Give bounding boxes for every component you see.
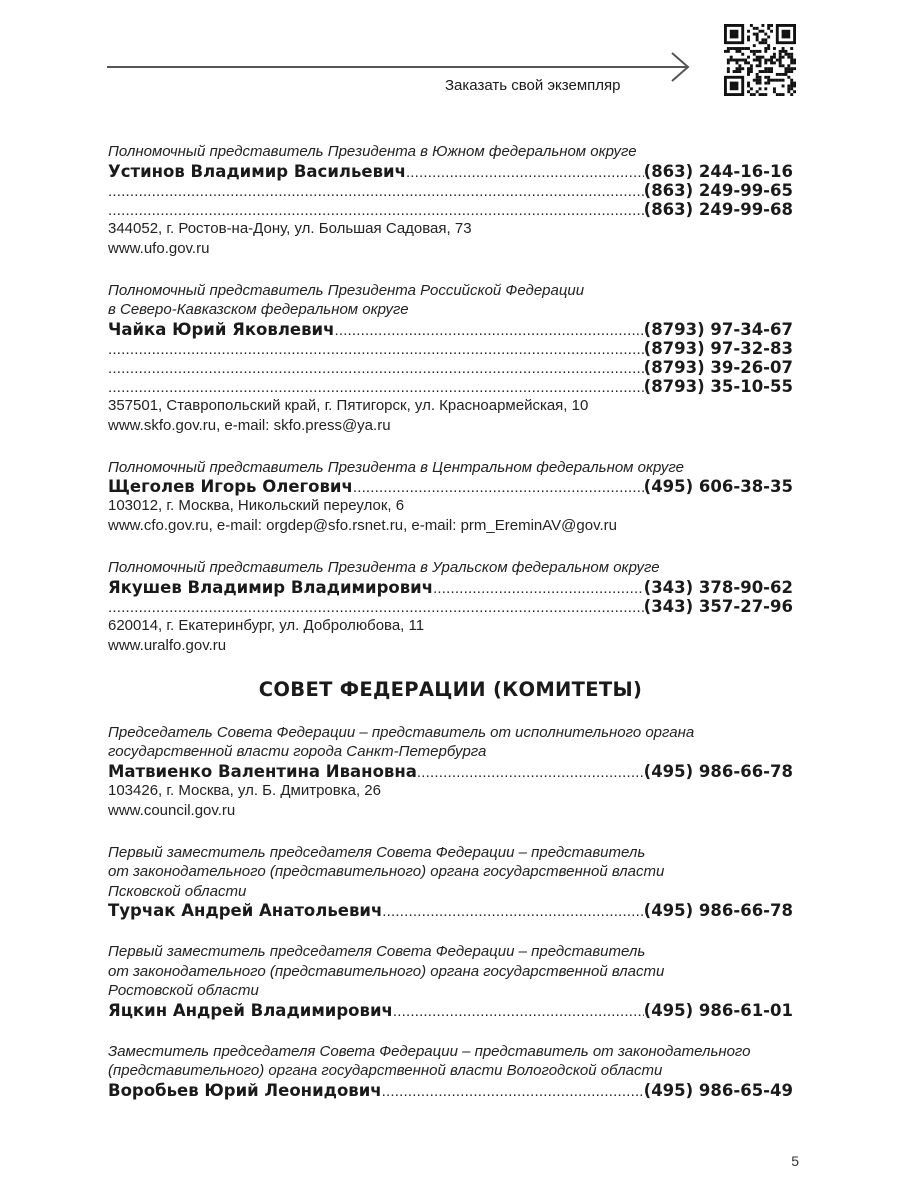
phone-row <box>108 320 793 339</box>
phone-number: (8793) 97-34-67 <box>643 319 793 339</box>
person-name: Воробьев Юрий Леонидович <box>108 1080 382 1100</box>
phone-row <box>108 762 793 781</box>
phone-number: (8793) 35-10-55 <box>643 376 793 396</box>
position-title: от законодательного (представительного) органа государственной власти <box>108 962 665 980</box>
phone-number: (863) 249-99-68 <box>643 199 793 219</box>
postal-address: 103426, г. Москва, ул. Б. Дмитровка, 26 <box>108 781 381 799</box>
phone-number: (495) 606-38-35 <box>643 477 793 496</box>
person-name: Устинов Владимир Васильевич <box>108 161 406 181</box>
position-title: Полномочный представитель Президента в Центральном федеральном округе <box>108 458 684 476</box>
position-title: Псковской области <box>108 882 247 900</box>
position-title: от законодательного (представительного) органа государственной власти <box>108 863 665 880</box>
phone-row <box>108 358 793 377</box>
phone-number: (495) 986-61-01 <box>643 1000 793 1020</box>
phone-row <box>108 477 793 496</box>
position-title: государственной власти города Санкт-Петербурга <box>108 743 487 760</box>
website-contact[interactable]: www.ufo.gov.ru <box>108 239 210 257</box>
phone-number: (863) 249-99-65 <box>643 180 793 200</box>
phone-number: (343) 357-27-96 <box>643 596 793 616</box>
contact-entry <box>108 843 793 921</box>
position-title: Полномочный представитель Президента Российской Федерации <box>108 281 585 299</box>
dot-leader <box>382 902 643 921</box>
phone-number: (495) 986-66-78 <box>643 761 793 781</box>
position-title: Полномочный представитель Президента в Южном федеральном округе <box>108 143 637 160</box>
website-contact[interactable]: www.council.gov.ru <box>108 801 236 819</box>
dot-leader <box>353 478 644 497</box>
phone-row <box>108 200 793 219</box>
qr-code-icon[interactable] <box>724 24 796 96</box>
contact-entry <box>108 142 793 259</box>
phone-row <box>108 901 793 920</box>
position-title: Председатель Совета Федерации – представитель от исполнительного органа <box>108 723 695 741</box>
dot-leader <box>108 340 644 359</box>
arrow-right-icon <box>664 51 696 83</box>
phone-number: (8793) 39-26-07 <box>643 357 793 377</box>
person-name: Яцкин Андрей Владимирович <box>108 1000 393 1020</box>
contact-entry <box>108 458 793 537</box>
position-title: Заместитель председателя Совета Федерации – представитель от законодательного <box>108 1042 751 1060</box>
website-contact[interactable]: www.uralfo.gov.ru <box>108 636 227 654</box>
contact-entry <box>108 558 793 656</box>
postal-address: 344052, г. Ростов-на-Дону, ул. Большая Садовая, 73 <box>108 219 472 237</box>
phone-number: (863) 244-16-16 <box>643 161 793 181</box>
position-title: в Северо-Кавказском федеральном округе <box>108 301 409 318</box>
phone-number: (495) 986-65-49 <box>643 1080 793 1100</box>
postal-address: 357501, Ставропольский край, г. Пятигорск, ул. Красноармейская, 10 <box>108 396 589 414</box>
phone-row <box>108 1081 793 1100</box>
dot-leader <box>406 163 644 182</box>
postal-address: 103012, г. Москва, Никольский переулок, 6 <box>108 497 405 514</box>
dot-leader <box>108 359 644 378</box>
contact-entry <box>108 1042 793 1100</box>
dot-leader <box>382 1082 644 1101</box>
website-contact[interactable]: www.cfo.gov.ru, e-mail: orgdep@sfo.rsnet.ru, e-mail: prm_EreminAV@gov.ru <box>108 517 617 534</box>
federation-council-list <box>108 723 793 1100</box>
dot-leader <box>433 579 644 598</box>
directory-content <box>108 142 793 1122</box>
website-contact[interactable]: www.skfo.gov.ru, e-mail: skfo.press@ya.ru <box>108 416 391 434</box>
position-title: Полномочный представитель Президента в Уральском федеральном округе <box>108 559 660 576</box>
contact-entry <box>108 942 793 1020</box>
representatives-list <box>108 142 793 656</box>
order-copy-label: Заказать свой экземпляр <box>445 77 621 94</box>
phone-number: (8793) 97-32-83 <box>643 338 793 358</box>
phone-row <box>108 1001 793 1020</box>
person-name: Чайка Юрий Яковлевич <box>108 319 335 339</box>
phone-row <box>108 339 793 358</box>
position-title: (представительного) органа государственной власти Вологодской области <box>108 1062 663 1079</box>
dot-leader <box>334 321 643 340</box>
dot-leader <box>393 1002 644 1021</box>
dot-leader <box>108 201 644 220</box>
dot-leader <box>108 598 644 617</box>
position-title: Первый заместитель председателя Совета Федерации – представитель <box>108 943 646 960</box>
phone-row <box>108 597 793 616</box>
dot-leader <box>108 182 644 201</box>
position-title: Ростовской области <box>108 982 259 999</box>
section-title: СОВЕТ ФЕДЕРАЦИИ (КОМИТЕТЫ) <box>258 677 643 701</box>
dot-leader <box>417 763 644 782</box>
phone-row <box>108 578 793 597</box>
phone-row <box>108 377 793 396</box>
person-name: Матвиенко Валентина Ивановна <box>108 761 417 781</box>
person-name: Якушев Владимир Владимирович <box>108 577 434 597</box>
phone-number: (495) 986-66-78 <box>643 901 793 920</box>
postal-address: 620014, г. Екатеринбург, ул. Добролюбова, 11 <box>108 616 425 634</box>
phone-row <box>108 162 793 181</box>
phone-row <box>108 181 793 200</box>
person-name: Турчак Андрей Анатольевич <box>108 901 383 920</box>
person-name: Щеголев Игорь Олегович <box>108 477 353 496</box>
page-number: 5 <box>791 1153 799 1169</box>
header-rule <box>107 66 687 68</box>
phone-number: (343) 378-90-62 <box>643 577 793 597</box>
contact-entry <box>108 723 793 821</box>
dot-leader <box>108 378 644 397</box>
position-title: Первый заместитель председателя Совета Федерации – представитель <box>108 843 646 861</box>
contact-entry <box>108 281 793 436</box>
